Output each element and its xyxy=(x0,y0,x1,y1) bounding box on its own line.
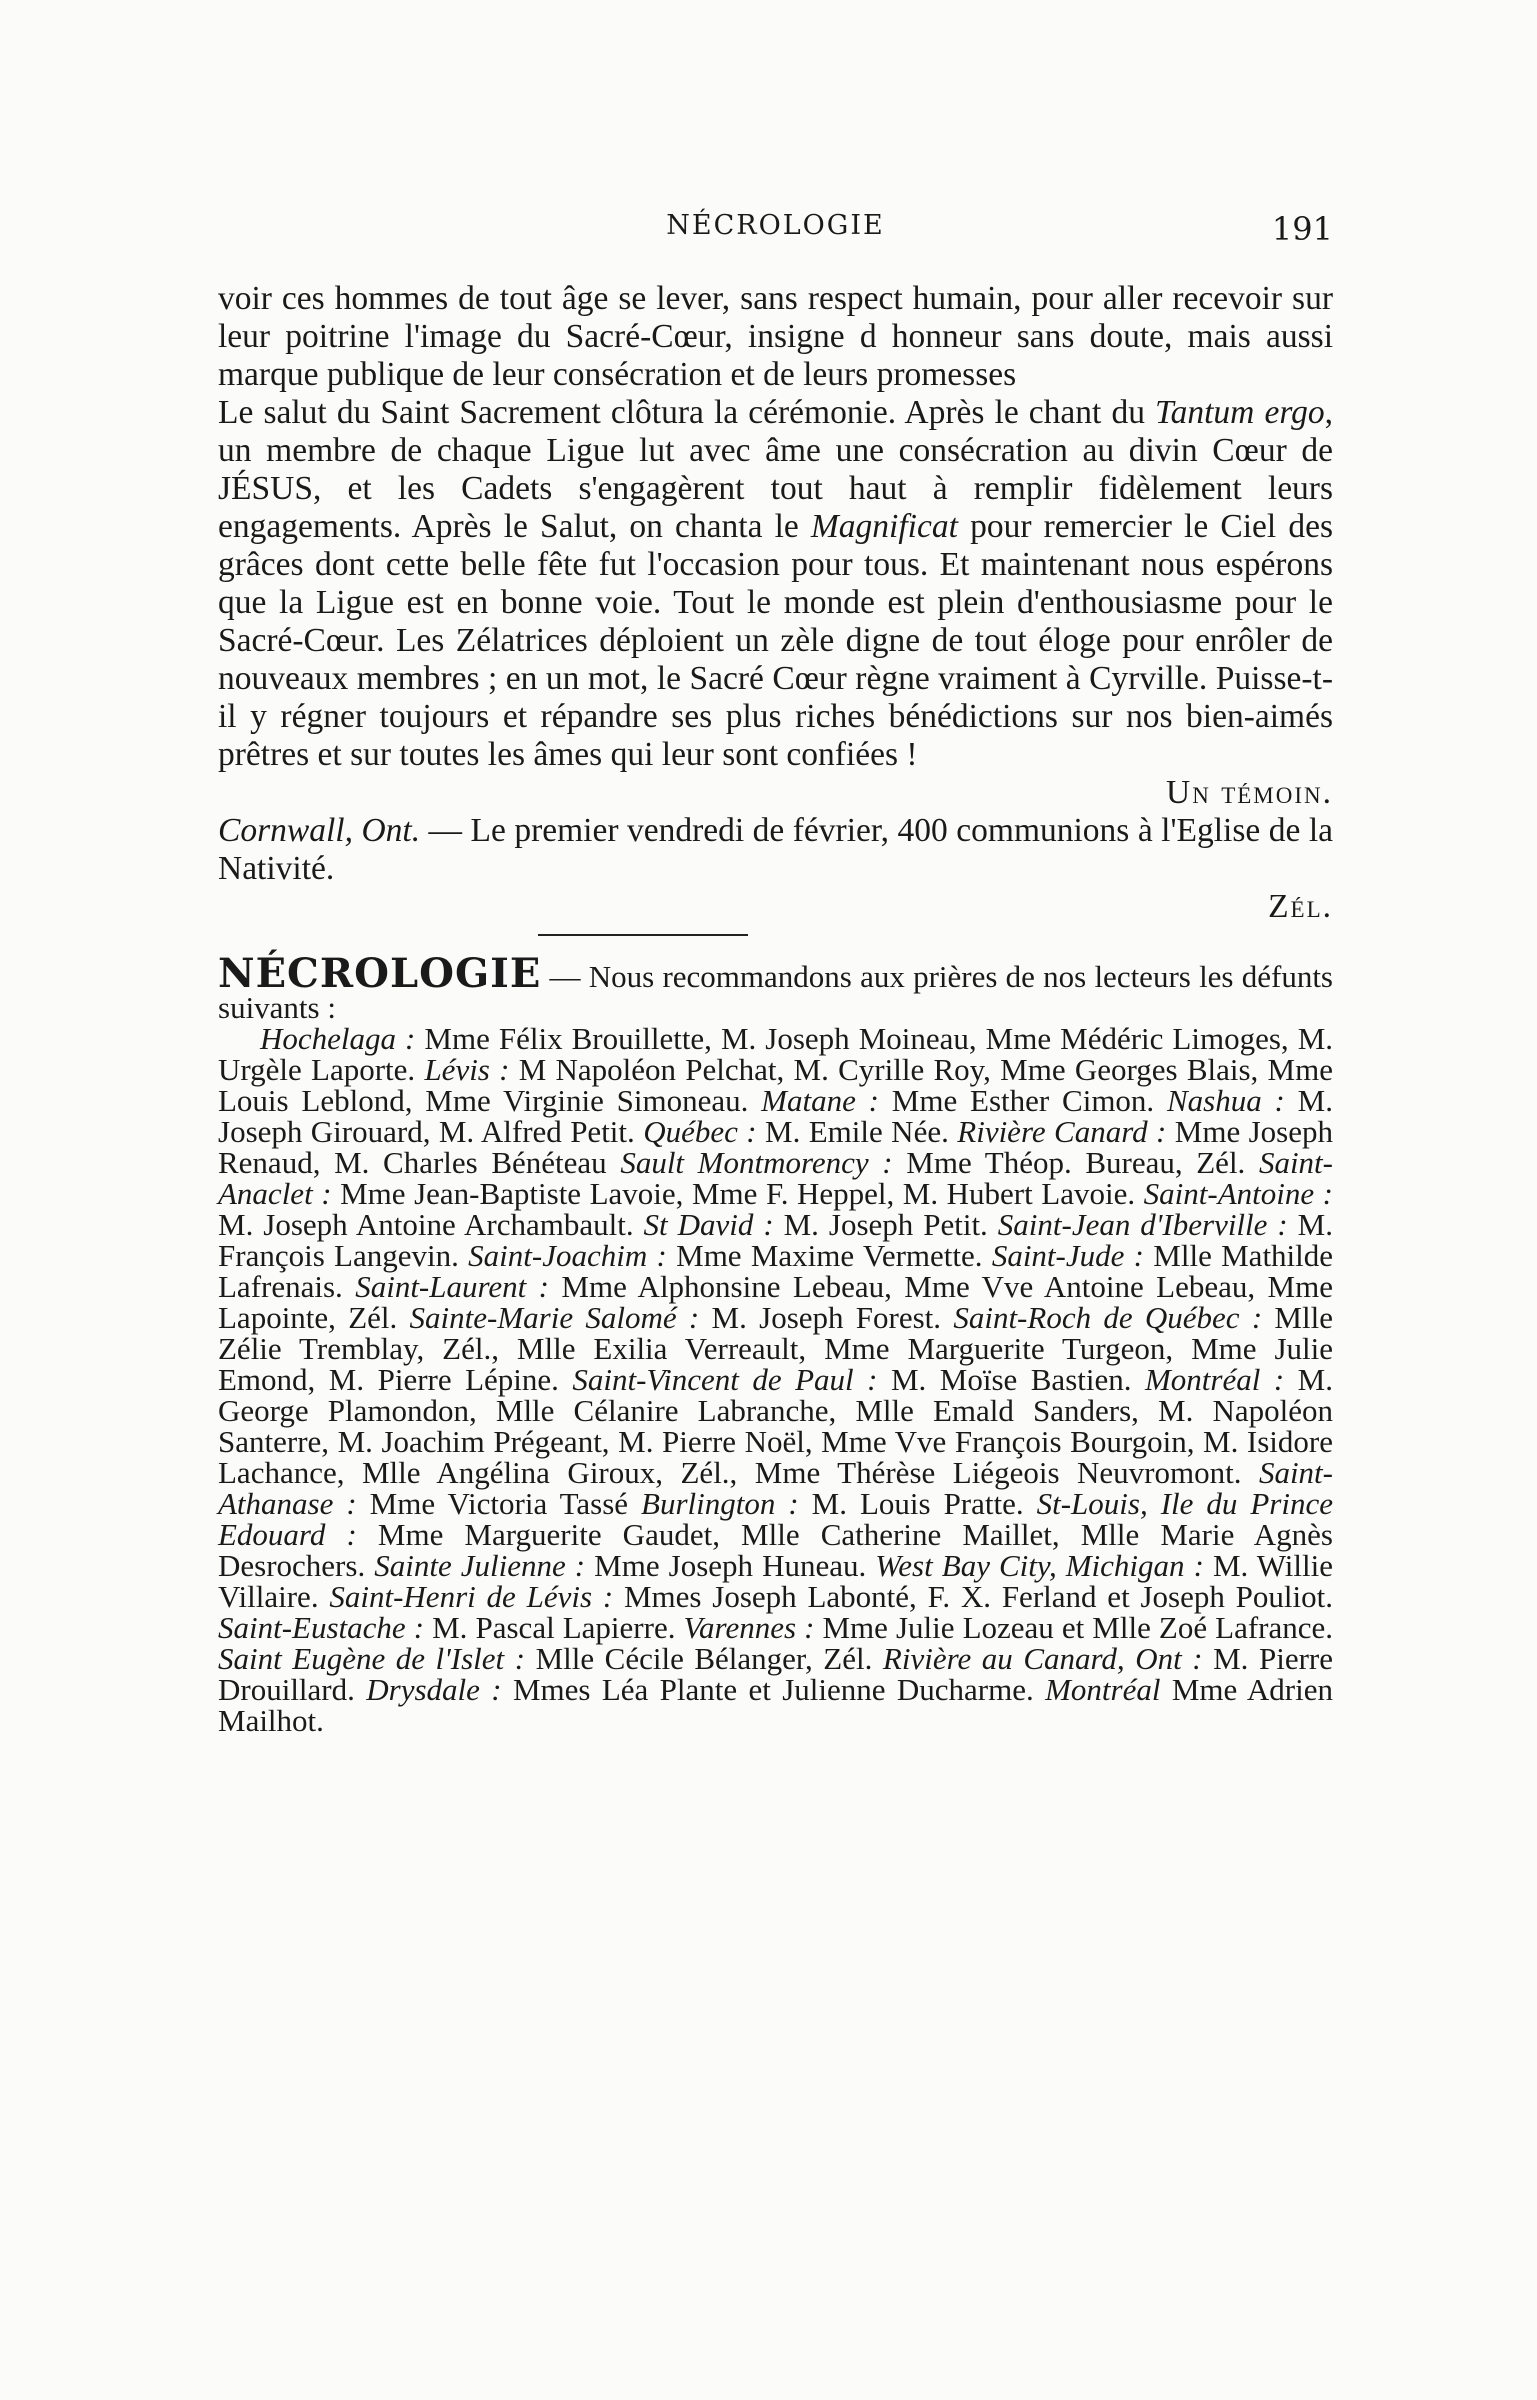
necrology-names: Mme Marguerite Gaudet, Mlle Catherine Maillet, Mlle Marie Agnès Desrochers. xyxy=(218,1517,1333,1583)
necrology-place: St-Louis, Ile du Prince Edouard : xyxy=(218,1486,1333,1552)
paragraph-1: voir ces hommes de tout âge se lever, sans respect humain, pour aller recevoir sur leur poitrine l'image du Sacré-Cœur, insigne d honneur sans doute, mais aussi marque publique de leur consécration et de leurs promesses xyxy=(218,280,1333,393)
necrology-names: Mme Jean-Baptiste Lavoie, Mme F. Heppel, M. Hubert Lavoie. xyxy=(331,1176,1144,1211)
necrology-place: Varennes : xyxy=(683,1610,815,1645)
necrology-heading: NÉCROLOGIE xyxy=(218,950,542,997)
necrology-place: Saint-Jean d'Iberville : xyxy=(997,1207,1288,1242)
page-number: 191 xyxy=(1271,210,1333,248)
necrology-place: Matane : xyxy=(761,1083,879,1118)
paragraph-3 xyxy=(218,812,1333,888)
necrology-names: Mme Joseph Huneau. xyxy=(585,1548,876,1583)
necrology-section xyxy=(218,950,1334,1738)
p3-text: — Le premier vendredi de février, 400 communions à l'Eglise de la Nativité. xyxy=(218,812,1333,887)
necrology-names: M. Joseph Forest. xyxy=(699,1300,954,1335)
necrology-place: Québec : xyxy=(643,1114,757,1149)
necrology-place: Montréal xyxy=(1045,1672,1161,1707)
necrology-place: Sainte-Marie Salomé : xyxy=(409,1300,700,1335)
necrology-place: Saint-Henri de Lévis : xyxy=(329,1579,614,1614)
necrology-place: Saint-Anaclet : xyxy=(218,1145,1333,1211)
necrology-names: M. Joseph Girouard, M. Alfred Petit. xyxy=(218,1083,1333,1149)
necrology-place: Saint-Joachim : xyxy=(468,1238,667,1273)
necrology-place: Nashua : xyxy=(1166,1083,1285,1118)
necrology-names: M. Pascal Lapierre. xyxy=(424,1610,684,1645)
necrology-names: Mme Adrien Mailhot. xyxy=(218,1672,1333,1738)
page xyxy=(218,210,1333,1736)
necrology-names: Mme Alphonsine Lebeau, Mme Vve Antoine Lebeau, Mme Lapointe, Zél. xyxy=(218,1269,1333,1335)
article-body xyxy=(218,280,1333,926)
necrology-place: Saint-Jude : xyxy=(991,1238,1144,1273)
necrology-names: M. Louis Pratte. xyxy=(798,1486,1037,1521)
necrology-names: Mme Félix Brouillette, M. Joseph Moineau, Mme Médéric Limoges, M. Urgèle Laporte. xyxy=(218,1021,1334,1087)
necrology-place: Montréal : xyxy=(1144,1362,1285,1397)
p2-italic-magnificat: Magnificat xyxy=(810,508,958,545)
necrology-place: Drysdale : xyxy=(366,1672,502,1707)
necrology-place: Rivière au Canard, Ont : xyxy=(882,1641,1203,1676)
necrology-names: Mlle Zélie Tremblay, Zél., Mlle Exilia Verreault, Mme Marguerite Turgeon, Mme Julie Emond, M. Pierre Lépine. xyxy=(218,1300,1333,1397)
necrology-names: M. François Langevin. xyxy=(218,1207,1333,1273)
necrology-place: Saint-Antoine : xyxy=(1143,1176,1333,1211)
necrology-names: M. Moïse Bastien. xyxy=(877,1362,1145,1397)
necrology-names: Mme Victoria Tassé xyxy=(356,1486,642,1521)
signature-zel: Zél. xyxy=(1268,888,1333,925)
p2-text-e: pour remercier le Ciel des grâces dont cette belle fête fut l'occasion pour tous. Et maintenant nous espérons que la Ligue est en bonne voie. Tout le monde est plein d'enthousiasme pour le Sacré-Cœur. Les Zélatrices déploient un zèle digne de tout éloge pour enrôler de nouveaux membres ; en un mot, le Sacré Cœur règne vraiment à Cyrville. Puisse-t-il y régner toujours et répandre ses plus riches bénédictions sur nos bien-aimés prêtres et sur toutes les âmes qui leur sont confiées ! xyxy=(218,508,1333,773)
necrology-names: Mlle Mathilde Lafrenais. xyxy=(218,1238,1334,1304)
p2-text-c: , un membre de chaque Ligue lut avec âme une consécration au divin Cœur de JÉSUS, et les Cadets s'engagèrent tout haut à remplir fidèlement leurs engagements. Après le Salut, on chanta le xyxy=(218,394,1333,545)
necrology-place: Saint-Laurent : xyxy=(355,1269,550,1304)
necrology-place: Saint-Eustache : xyxy=(218,1610,425,1645)
necrology-intro-text: — Nous recommandons aux prières de nos lecteurs les défunts suivants : xyxy=(218,959,1333,1025)
signature-temoin: Un témoin. xyxy=(1166,774,1333,811)
necrology-names: Mme Julie Lozeau et Mlle Zoé Lafrance. xyxy=(814,1610,1334,1645)
necrology-names: M. Joseph Antoine Archambault. xyxy=(218,1207,644,1242)
necrology-place: Rivière Canard : xyxy=(957,1114,1167,1149)
necrology-place: Sault Montmorency : xyxy=(620,1145,893,1180)
necrology-place: Burlington : xyxy=(641,1486,799,1521)
necrology-intro xyxy=(218,950,1333,1025)
necrology-names: M. Pierre Drouillard. xyxy=(218,1641,1333,1707)
necrology-place: Lévis : xyxy=(424,1052,510,1087)
p3-place: Cornwall, Ont. xyxy=(218,812,421,849)
necrology-names: M. Joseph Petit. xyxy=(773,1207,998,1242)
necrology-names: Mlle Cécile Bélanger, Zél. xyxy=(525,1641,883,1676)
p2-text-a: Le salut du Saint Sacrement clôtura la cérémonie. Après le chant du xyxy=(218,394,1156,431)
running-head xyxy=(218,210,1333,260)
p2-italic-tantum: Tantum ergo xyxy=(1155,394,1325,431)
running-title: NÉCROLOGIE xyxy=(666,210,885,241)
section-divider xyxy=(538,934,748,936)
necrology-place: Sainte Julienne : xyxy=(374,1548,586,1583)
necrology-names: M. Willie Villaire. xyxy=(218,1548,1333,1614)
necrology-names: M Napoléon Pelchat, M. Cyrille Roy, Mme Georges Blais, Mme Louis Leblond, Mme Virginie Simoneau. xyxy=(218,1052,1333,1118)
necrology-place: Saint-Vincent de Paul : xyxy=(572,1362,878,1397)
necrology-names: Mmes Léa Plante et Julienne Ducharme. xyxy=(501,1672,1046,1707)
necrology-names: Mme Maxime Vermette. xyxy=(666,1238,992,1273)
necrology-place: St David : xyxy=(643,1207,774,1242)
necrology-names: Mme Joseph Renaud, M. Charles Bénéteau xyxy=(218,1114,1334,1180)
necrology-names: Mmes Joseph Labonté, F. X. Ferland et Joseph Pouliot. xyxy=(613,1579,1333,1614)
necrology-entries xyxy=(218,1023,1333,1736)
necrology-place: Saint Eugène de l'Islet : xyxy=(218,1641,526,1676)
necrology-names: Mme Esther Cimon. xyxy=(879,1083,1167,1118)
necrology-names: M. George Plamondon, Mlle Célanire Labranche, Mlle Emald Sanders, M. Napoléon Santerre, M. Joachim Prégeant, M. Pierre Noël, Mme Vve François Bourgoin, M. Isidore Lachance, Mlle Angélina Giroux, Zél., Mme Thérèse Liégeois Neuvromont. xyxy=(218,1362,1333,1490)
necrology-names: Mme Théop. Bureau, Zél. xyxy=(892,1145,1259,1180)
necrology-names: M. Emile Née. xyxy=(756,1114,958,1149)
necrology-place: Hochelaga : xyxy=(260,1021,416,1056)
necrology-place: Saint-Athanase : xyxy=(218,1455,1333,1521)
necrology-place: West Bay City, Michigan : xyxy=(875,1548,1204,1583)
necrology-place: Saint-Roch de Québec : xyxy=(953,1300,1263,1335)
paragraph-2 xyxy=(218,394,1333,774)
